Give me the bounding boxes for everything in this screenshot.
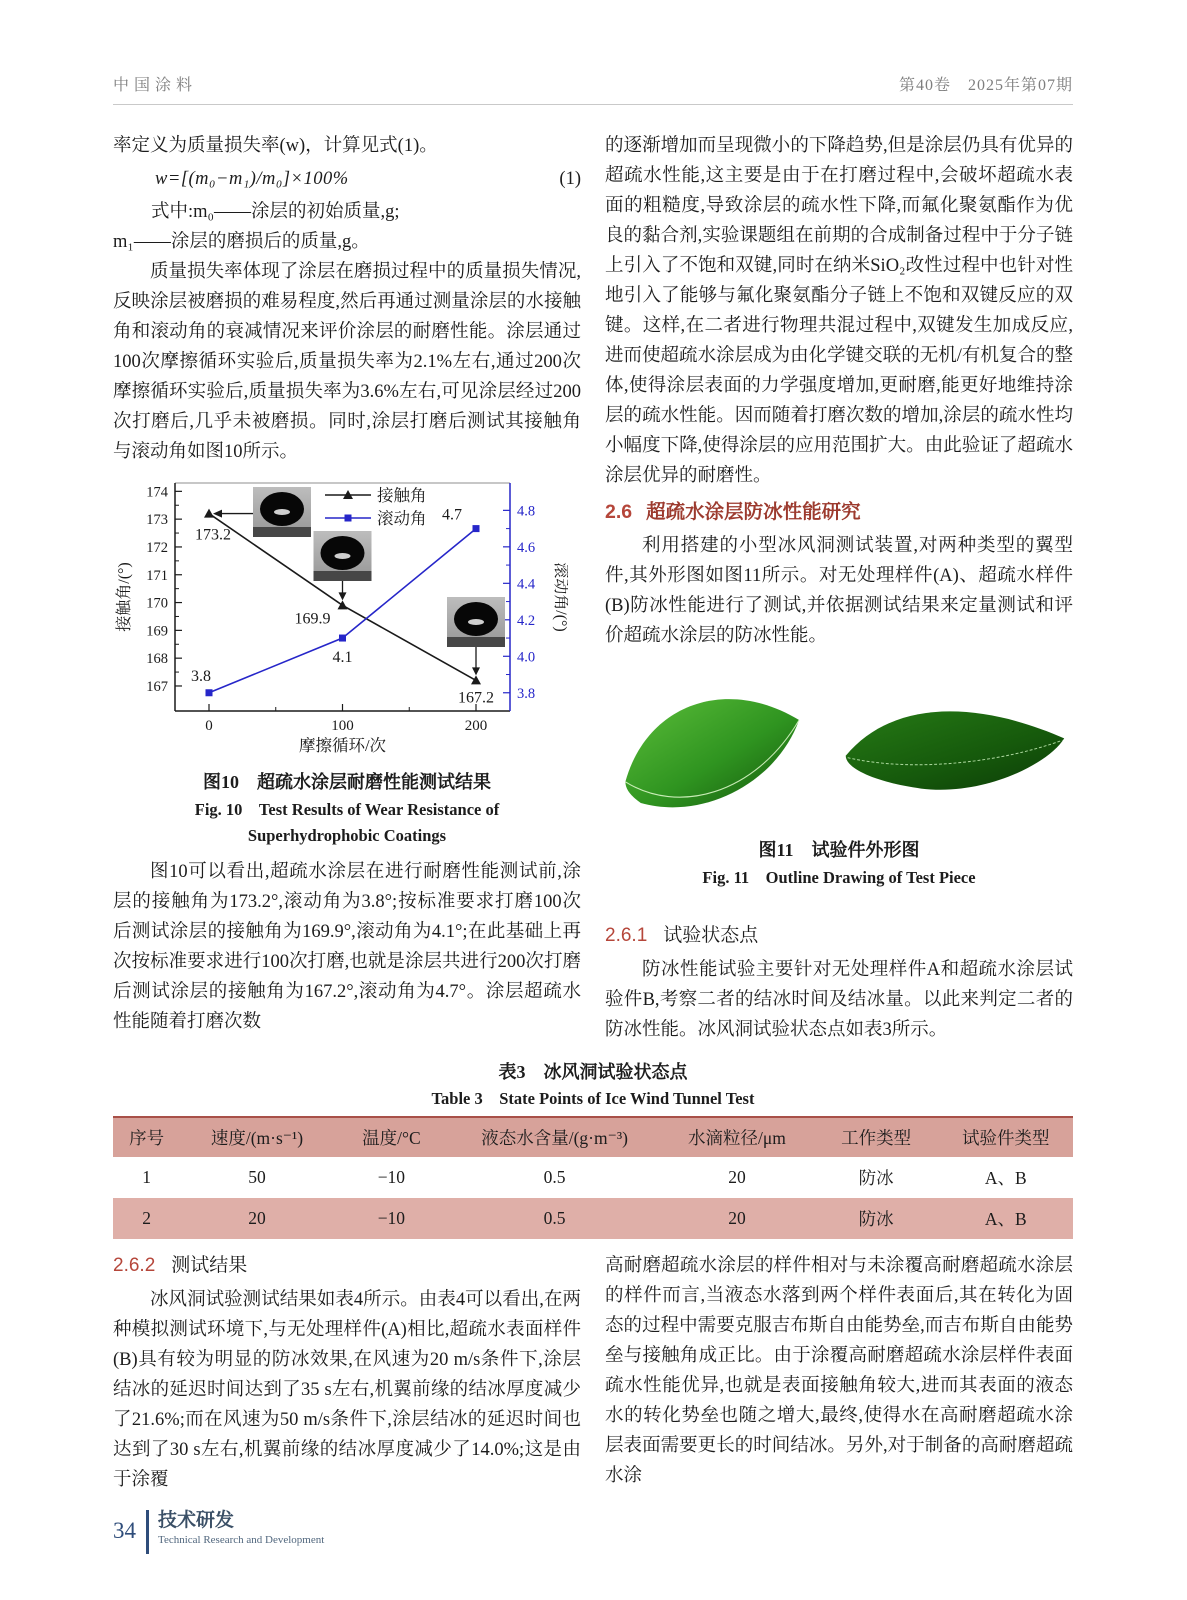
equation-where-line: m₁——涂层的磨损后的质量,g。 <box>113 232 370 252</box>
footer-section-en: Technical Research and Development <box>158 1534 325 1546</box>
svg-text:4.7: 4.7 <box>442 506 462 524</box>
paragraph: 图10可以看出,超疏水涂层在进行耐磨性能测试前,涂层的接触角为173.2°,滚动角为3.8°;按标准要求打磨100次后测试涂层的接触角为169.9°,滚动角为4.1°;在此基础上再次按标准要求进行100次打磨,也就是涂层共进行200次打磨后测试涂层的接触角为167.2°,滚动角为4.7°。涂层超疏水性能随着打磨次数 <box>113 862 581 1032</box>
fig11-caption-cn: 图11 试验件外形图 <box>758 840 920 860</box>
table3-cell: A、B <box>939 1198 1073 1239</box>
fig10-caption-en: Superhydrophobic Coatings <box>247 826 447 845</box>
table3-header-cell: 水滴粒径/μm <box>660 1117 814 1157</box>
section-number: 2.6.2 <box>113 1255 156 1276</box>
table3-cell: 2 <box>113 1198 180 1239</box>
svg-text:0: 0 <box>205 718 213 734</box>
svg-text:滚动角: 滚动角 <box>377 509 427 528</box>
paragraph: 率定义为质量损失率(w)，计算见式(1)。 <box>113 136 438 156</box>
svg-text:173: 173 <box>146 512 168 529</box>
table3-cell: 20 <box>180 1198 334 1239</box>
svg-text:3.8: 3.8 <box>517 685 536 702</box>
page-footer <box>113 1508 324 1554</box>
equation-number: (1) <box>559 169 581 189</box>
table3-title-cn: 表3 冰风洞试验状态点 <box>498 1062 688 1082</box>
svg-text:接触角: 接触角 <box>377 486 427 505</box>
table3-cell: 20 <box>728 1167 746 1187</box>
table3-cell: 0.5 <box>449 1198 660 1239</box>
table3-cell: −10 <box>334 1198 449 1239</box>
bottom-columns <box>113 1251 1073 1495</box>
section-2-6-1-heading <box>605 921 1073 951</box>
section-title: 试验状态点 <box>663 925 759 946</box>
section-title: 超疏水涂层防冰性能研究 <box>646 501 861 523</box>
table3-cell: 50 <box>248 1167 266 1187</box>
svg-text:169: 169 <box>146 623 168 640</box>
svg-text:4.2: 4.2 <box>517 612 536 629</box>
equation-1 <box>113 164 581 194</box>
table3-row <box>113 1198 1073 1239</box>
section-2-6-2-heading <box>113 1251 581 1281</box>
droplet-image <box>253 487 311 537</box>
bottom-left-column <box>113 1251 581 1495</box>
svg-text:171: 171 <box>146 567 168 584</box>
fig10-caption-en: Fig. 10 Test Results of Wear Resistance of <box>194 800 500 819</box>
svg-text:接触角/(°): 接触角/(°) <box>116 562 133 632</box>
right-column <box>605 131 1073 1045</box>
paragraph: 利用搭建的小型冰风洞测试装置,对两种类型的翼型件,其外形图如图11所示。对无处理样件(A)、超疏水样件(B)防冰性能进行了测试,并依据测试结果来定量测试和评价超疏水涂层的防冰性能。 <box>605 536 1073 646</box>
section-number: 2.6.1 <box>605 925 648 946</box>
svg-text:173.2: 173.2 <box>195 526 231 544</box>
paragraph: 防冰性能试验主要针对无处理样件A和超疏水涂层试验件B,考察二者的结冰时间及结冰量。以此来判定二者的防冰性能。冰风洞试验状态点如表3所示。 <box>605 960 1073 1040</box>
svg-text:174: 174 <box>146 484 168 501</box>
table3-cell: 防冰 <box>814 1198 939 1239</box>
table3-header-cell: 液态水含量/(g·m⁻³) <box>449 1117 660 1157</box>
fig10-chart <box>113 477 581 765</box>
table3-row <box>113 1157 1073 1198</box>
table3-header-cell: 速度/(m·s⁻¹) <box>180 1117 334 1157</box>
journal-name: 中国涂料 <box>113 77 198 94</box>
main-columns <box>113 131 1073 1045</box>
droplet-image <box>447 597 505 647</box>
section-number: 2.6 <box>605 501 633 523</box>
paragraph: 冰风洞试验测试结果如表4所示。由表4可以看出,在两种模拟测试环境下,与无处理样件(A)相比,超疏水表面样件(B)具有较为明显的防冰效果,在风速为20 m/s条件下,涂层结冰的延迟时间达到了35 s左右,机翼前缘的结冰厚度减少了21.6%;而在风速为50 m/s条件下,涂层结冰的延迟时间也达到了30 s左右,机翼前缘的结冰厚度减少了14.0%;这是由于涂覆 <box>113 1290 581 1490</box>
fig11-caption-en: Fig. 11 Outline Drawing of Test Piece <box>702 868 976 887</box>
airfoil-image-right <box>838 678 1070 818</box>
table3-cell: −10 <box>377 1167 406 1187</box>
table3-block <box>113 1059 1073 1239</box>
svg-text:滚动角/(°): 滚动角/(°) <box>552 562 568 632</box>
svg-text:100: 100 <box>331 718 354 734</box>
page-header <box>113 72 1073 95</box>
table3-cell: 20 <box>660 1198 814 1239</box>
table3-cell: 0.5 <box>543 1167 566 1187</box>
footer-divider-bar <box>146 1510 149 1554</box>
issue-info: 第40卷 2025年第07期 <box>898 77 1073 94</box>
svg-text:4.6: 4.6 <box>517 539 536 556</box>
svg-text:172: 172 <box>146 539 168 556</box>
svg-text:4.8: 4.8 <box>517 503 536 520</box>
left-column <box>113 131 581 1045</box>
svg-text:4.0: 4.0 <box>517 649 536 666</box>
bottom-right-column <box>605 1251 1073 1495</box>
footer-section-cn: 技术研发 <box>158 1510 235 1531</box>
section-title: 测试结果 <box>171 1255 248 1276</box>
airfoil-image-left <box>608 667 830 829</box>
svg-text:4.1: 4.1 <box>332 649 353 667</box>
equation-body: w=[(m₀−m₁)/m₀]×100% <box>155 169 349 189</box>
header-divider <box>113 104 1073 105</box>
svg-text:170: 170 <box>146 595 168 612</box>
fig10-caption-cn: 图10 超疏水涂层耐磨性能测试结果 <box>203 772 491 792</box>
table3-header-cell: 试验件类型 <box>939 1117 1073 1157</box>
paragraph: 高耐磨超疏水涂层的样件相对与未涂覆高耐磨超疏水涂层的样件而言,当液态水落到两个样件表面后,其在转化为固态的过程中需要克服吉布斯自由能势垒,而吉布斯自由能势垒与接触角成正比。由于涂覆高耐磨超疏水涂层样件表面疏水性能优异,也就是表面接触角较大,进而其表面的液态水的转化势垒也随之增大,最终,使得水在高耐磨超疏水涂层表面需要更长的时间结冰。另外,对于制备的高耐磨超疏水涂 <box>605 1256 1073 1486</box>
table3 <box>113 1116 1073 1239</box>
svg-text:167.2: 167.2 <box>458 689 494 707</box>
svg-text:摩擦循环/次: 摩擦循环/次 <box>298 736 387 755</box>
table3-body <box>113 1157 1073 1239</box>
equation-where-line: 式中:m₀——涂层的初始质量,g; <box>151 202 400 222</box>
table3-title-en: Table 3 State Points of Ice Wind Tunnel Test <box>431 1089 755 1108</box>
svg-text:4.4: 4.4 <box>517 576 536 593</box>
paragraph: 质量损失率体现了涂层在磨损过程中的质量损失情况,反映涂层被磨损的难易程度,然后再通过测量涂层的水接触角和滚动角的衰减情况来评价涂层的耐磨性能。涂层通过100次摩擦循环实验后,质量损失率为2.1%左右,通过200次摩擦循环实验后,质量损失率为3.6%左右,可见涂层经过200次打磨后,几乎未被磨损。同时,涂层打磨后测试其接触角与滚动角如图10所示。 <box>113 262 581 462</box>
svg-text:169.9: 169.9 <box>294 610 331 628</box>
table3-header-cell: 工作类型 <box>814 1117 939 1157</box>
paragraph: 的逐渐增加而呈现微小的下降趋势,但是涂层仍具有优异的超疏水性能,这主要是由于在打磨过程中,会破坏超疏水表面的粗糙度,导致涂层的疏水性下降,而氟化聚氨酯作为优良的黏合剂,实验课题组在前期的合成制备过程中于分子链上引入了不饱和双键,同时在纳米SiO₂改性过程中也针对性地引入了能够与氟化聚氨酯分子链上不饱和双键反应的双键。这样,在二者进行物理共混过程中,双键发生加成反应,进而使超疏水涂层成为由化学键交联的无机/有机复合的整体,使得涂层表面的力学强度增加,更耐磨,能更好地维持涂层的疏水性能。因而随着打磨次数的增加,涂层的疏水性均小幅度下降,使得涂层的应用范围扩大。由此验证了超疏水涂层优异的耐磨性。 <box>605 136 1073 486</box>
table3-header-cell: 温度/°C <box>334 1117 449 1157</box>
svg-text:3.8: 3.8 <box>191 667 211 685</box>
table3-cell: A、B <box>984 1168 1027 1188</box>
table3-cell: 防冰 <box>858 1168 894 1188</box>
droplet-image <box>314 531 372 581</box>
section-2-6-heading <box>605 497 1073 527</box>
table3-cell: 1 <box>142 1167 151 1187</box>
svg-text:200: 200 <box>464 718 488 734</box>
table3-header-cell: 序号 <box>113 1117 180 1157</box>
svg-text:168: 168 <box>146 651 168 668</box>
fig11-images <box>605 667 1073 829</box>
page-number: 34 <box>113 1518 136 1543</box>
svg-text:167: 167 <box>146 678 168 695</box>
fig10-chart-svg <box>113 477 568 755</box>
table3-head <box>113 1117 1073 1157</box>
